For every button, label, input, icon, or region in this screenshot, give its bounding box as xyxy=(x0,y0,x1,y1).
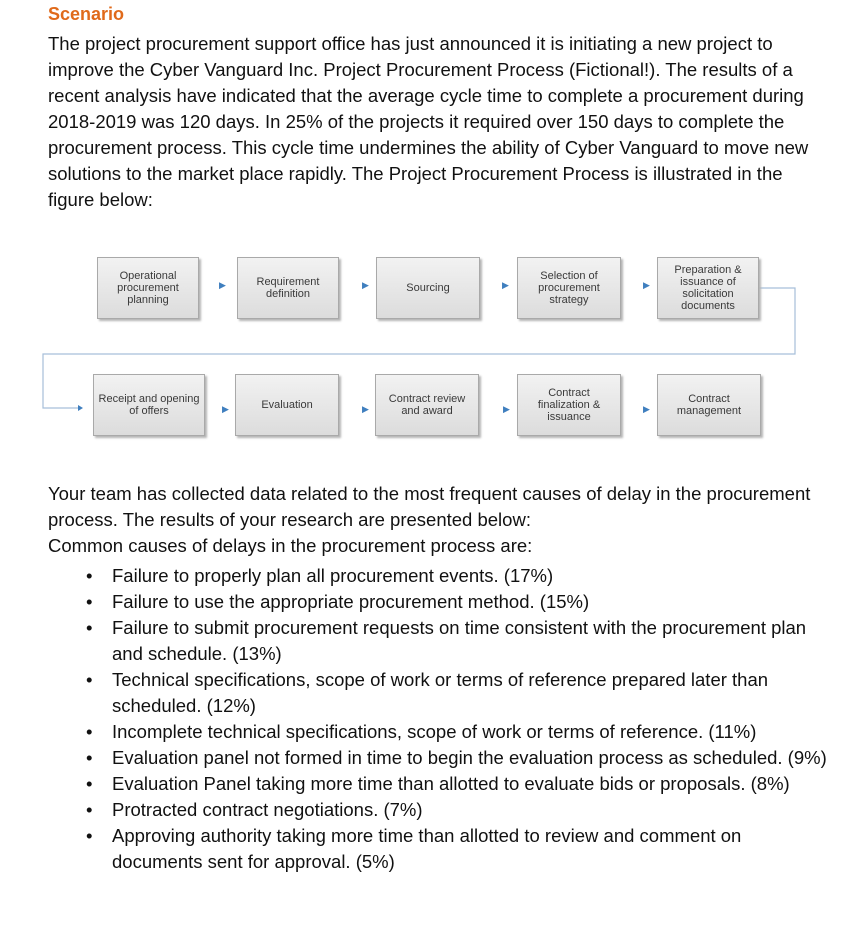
findings-paragraph: Your team has collected data related to the most frequent causes of delay in the procurement process. The results of your research are presented below: xyxy=(48,483,811,530)
list-item: • Protracted contract negotiations. (7%) xyxy=(48,797,828,823)
findings-section xyxy=(48,481,828,559)
list-item: • Failure to use the appropriate procurement method. (15%) xyxy=(48,589,828,615)
step-selection-of-procurement-strategy: Selection of procurement strategy xyxy=(517,257,621,319)
arrow-right-icon: ▶ xyxy=(503,404,510,414)
step-receipt-and-opening-of-offers: Receipt and opening of offers xyxy=(93,374,205,436)
list-item: • Evaluation Panel taking more time than allotted to evaluate bids or proposals. (8%) xyxy=(48,771,828,797)
step-requirement-definition: Requirement definition xyxy=(237,257,339,319)
list-item: • Failure to submit procurement requests on time consistent with the procurement plan and schedule. (13%) xyxy=(48,615,828,667)
list-item: • Evaluation panel not formed in time to begin the evaluation process as scheduled. (9%) xyxy=(48,745,828,771)
step-evaluation: Evaluation xyxy=(235,374,339,436)
arrow-right-icon: ▶ xyxy=(643,404,650,414)
arrow-right-icon: ▶ xyxy=(502,280,509,290)
causes-intro: Common causes of delays in the procurement process are: xyxy=(48,535,533,556)
scenario-heading: Scenario xyxy=(48,4,125,24)
arrow-right-icon: ▶ xyxy=(362,404,369,414)
list-item: • Approving authority taking more time than allotted to review and comment on documents sent for approval. (5%) xyxy=(48,823,828,875)
list-item: • Incomplete technical specifications, scope of work or terms of reference. (11%) xyxy=(48,719,828,745)
step-operational-procurement-planning: Operational procurement planning xyxy=(97,257,199,319)
list-item: • Technical specifications, scope of work or terms of reference prepared later than scheduled. (12%) xyxy=(48,667,828,719)
list-item: • Failure to properly plan all procurement events. (17%) xyxy=(48,563,828,589)
arrow-right-icon: ▶ xyxy=(219,280,226,290)
arrow-right-icon: ▶ xyxy=(362,280,369,290)
step-contract-review-and-award: Contract review and award xyxy=(375,374,479,436)
step-contract-management: Contract management xyxy=(657,374,761,436)
step-preparation-issuance-solicitation: Preparation & issuance of solicitation documents xyxy=(657,257,759,319)
step-contract-finalization-issuance: Contract finalization & issuance xyxy=(517,374,621,436)
step-sourcing: Sourcing xyxy=(376,257,480,319)
causes-list xyxy=(48,563,828,875)
intro-paragraph: The project procurement support office has just announced it is initiating a new project to improve the Cyber Vanguard Inc. Project Procurement Process (Fictional!). The results of a recent analysis have indicated that the average cycle time to complete a procurement during 2018-2019 was 120 days. In 25% of the projects it required over 150 days to complete the procurement process. This cycle time undermines the ability of Cyber Vanguard to move new solutions to the market place rapidly. The Project Procurement Process is illustrated in the figure below: xyxy=(48,33,809,210)
arrow-right-icon: ▶ xyxy=(643,280,650,290)
arrow-right-icon: ▶ xyxy=(222,404,229,414)
